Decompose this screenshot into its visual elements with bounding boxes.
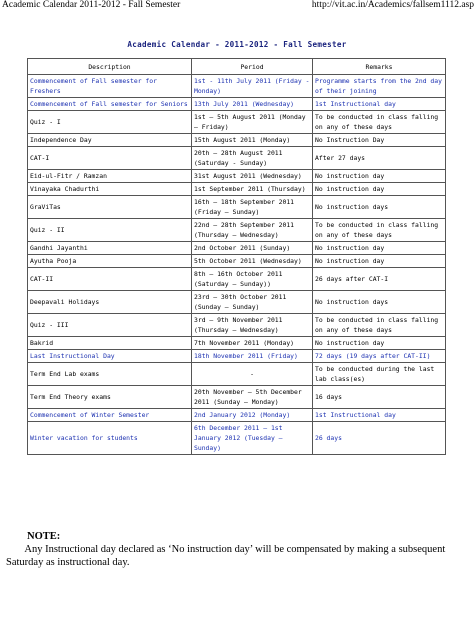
- table-row: [28, 170, 446, 183]
- cell-description: Term End Lab exams: [28, 363, 192, 386]
- cell-remarks: No instruction day: [313, 183, 446, 196]
- cell-remarks: 1st Instructional day: [313, 409, 446, 422]
- cell-remarks: No Instruction Day: [313, 134, 446, 147]
- page-url: http://vit.ac.in/Academics/fallsem1112.asp: [311, 0, 474, 10]
- cell-remarks: No instruction day: [313, 337, 446, 350]
- cell-description: Gandhi Jayanthi: [28, 242, 192, 255]
- cell-period: 2nd January 2012 (Monday): [192, 409, 313, 422]
- calendar-title: Academic Calendar - 2011-2012 - Fall Semester: [127, 40, 347, 49]
- cell-period: 7th November 2011 (Monday): [192, 337, 313, 350]
- cell-period: 6th December 2011 – 1st January 2012 (Tuesday – Sunday): [192, 422, 313, 455]
- calendar-table: [27, 58, 446, 455]
- cell-period: 1st – 5th August 2011 (Monday – Friday): [192, 111, 313, 134]
- cell-description: GraViTas: [28, 196, 192, 219]
- cell-remarks: No instruction day: [313, 255, 446, 268]
- cell-remarks: No instruction days: [313, 291, 446, 314]
- column-header-period: Period: [192, 59, 313, 75]
- table-row: [28, 134, 446, 147]
- cell-remarks: Programme starts from the 2nd day of their joining: [313, 75, 446, 98]
- cell-remarks: 16 days: [313, 386, 446, 409]
- cell-description: Independence Day: [28, 134, 192, 147]
- cell-remarks: 1st Instructional day: [313, 98, 446, 111]
- note-text: [6, 543, 446, 569]
- table-row: [28, 409, 446, 422]
- cell-period: 15th August 2011 (Monday): [192, 134, 313, 147]
- cell-period: 1st - 11th July 2011 (Friday - Monday): [192, 75, 313, 98]
- table-row: [28, 386, 446, 409]
- cell-period: 20th – 28th August 2011 (Saturday - Sunday): [192, 147, 313, 170]
- cell-description: Bakrid: [28, 337, 192, 350]
- table-row: [28, 111, 446, 134]
- table-row: [28, 363, 446, 386]
- table-row: [28, 242, 446, 255]
- cell-description: Deepavali Holidays: [28, 291, 192, 314]
- cell-description: Commencement of Fall semester for Seniors: [28, 98, 192, 111]
- cell-remarks: No instruction day: [313, 170, 446, 183]
- table-row: [28, 255, 446, 268]
- table-row: [28, 183, 446, 196]
- cell-description: Vinayaka Chadurthi: [28, 183, 192, 196]
- cell-description: Quiz - II: [28, 219, 192, 242]
- table-row: [28, 291, 446, 314]
- cell-period: 20th November – 5th December 2011 (Sunday – Monday): [192, 386, 313, 409]
- table-row: [28, 422, 446, 455]
- cell-description: Commencement of Fall semester for Freshers: [28, 75, 192, 98]
- cell-remarks: No instruction day: [313, 242, 446, 255]
- table-row: [28, 196, 446, 219]
- table-row: [28, 147, 446, 170]
- cell-remarks: After 27 days: [313, 147, 446, 170]
- note-text-content: Any Instructional day declared as ‘No instruction day’ will be compensated by making a subsequent Saturday as instructional day.: [6, 544, 446, 568]
- cell-remarks: No instruction days: [313, 196, 446, 219]
- cell-period: 5th October 2011 (Wednesday): [192, 255, 313, 268]
- cell-description: Eid-ul-Fitr / Ramzan: [28, 170, 192, 183]
- cell-remarks: To be conducted in class falling on any of these days: [313, 314, 446, 337]
- cell-period: -: [192, 363, 313, 386]
- cell-description: Quiz - I: [28, 111, 192, 134]
- cell-description: Term End Theory exams: [28, 386, 192, 409]
- column-header-description: Description: [28, 59, 192, 75]
- cell-remarks: 26 days after CAT-I: [313, 268, 446, 291]
- cell-description: Ayutha Pooja: [28, 255, 192, 268]
- table-row: [28, 350, 446, 363]
- cell-description: Quiz - III: [28, 314, 192, 337]
- cell-period: 8th – 16th October 2011 (Saturday – Sunday)): [192, 268, 313, 291]
- cell-period: 22nd – 28th September 2011 (Thursday – Wednesday): [192, 219, 313, 242]
- cell-description: CAT-II: [28, 268, 192, 291]
- cell-period: 18th November 2011 (Friday): [192, 350, 313, 363]
- cell-period: 3rd – 9th November 2011 (Thursday – Wednesday): [192, 314, 313, 337]
- cell-period: 16th – 18th September 2011 (Friday – Sunday): [192, 196, 313, 219]
- cell-remarks: To be conducted in class falling on any of these days: [313, 111, 446, 134]
- table-row: [28, 75, 446, 98]
- cell-period: 23rd – 30th October 2011 (Sunday – Sunday): [192, 291, 313, 314]
- cell-period: 13th July 2011 (Wednesday): [192, 98, 313, 111]
- cell-remarks: To be conducted during the last lab class(es): [313, 363, 446, 386]
- cell-period: 1st September 2011 (Thursday): [192, 183, 313, 196]
- column-header-remarks: Remarks: [313, 59, 446, 75]
- cell-description: Commencement of Winter Semester: [28, 409, 192, 422]
- cell-remarks: 26 days: [313, 422, 446, 455]
- cell-description: CAT-I: [28, 147, 192, 170]
- table-row: [28, 98, 446, 111]
- table-row: [28, 219, 446, 242]
- cell-period: 2nd October 2011 (Sunday): [192, 242, 313, 255]
- cell-description: Winter vacation for students: [28, 422, 192, 455]
- note-heading: NOTE:: [27, 531, 61, 542]
- document-title: Academic Calendar 2011-2012 - Fall Semester: [2, 0, 181, 10]
- table-row: [28, 337, 446, 350]
- table-header-row: [28, 59, 446, 75]
- cell-remarks: To be conducted in class falling on any of these days: [313, 219, 446, 242]
- table-row: [28, 314, 446, 337]
- calendar-body: [28, 75, 446, 455]
- cell-period: 31st August 2011 (Wednesday): [192, 170, 313, 183]
- cell-description: Last Instructional Day: [28, 350, 192, 363]
- cell-remarks: 72 days (19 days after CAT-II): [313, 350, 446, 363]
- table-row: [28, 268, 446, 291]
